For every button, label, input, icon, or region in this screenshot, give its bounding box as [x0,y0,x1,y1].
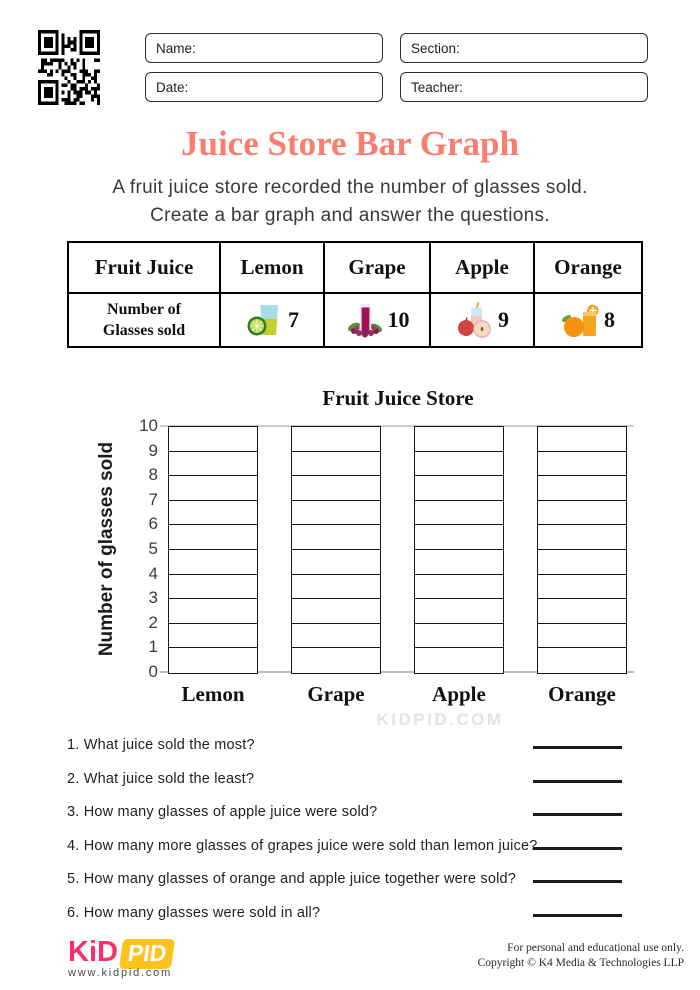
question-3: 3. How many glasses of apple juice were sold? [67,804,378,820]
grid-cell[interactable] [168,647,258,673]
logo-pid-badge: PID [119,939,176,969]
intro-text [0,174,700,230]
name-field[interactable] [145,33,383,63]
chart-title: Fruit Juice Store [322,386,474,410]
apple-glasses-value: 9 [498,307,509,332]
intro-line-1: A fruit juice store recorded the number of glasses sold. [112,177,588,198]
section-field-label: Section: [411,40,460,56]
question-2: 2. What juice sold the least? [67,770,255,787]
grid-cell[interactable] [414,451,504,477]
watermark: KIDPID.COM [376,710,504,729]
apple-juice-icon [455,300,495,340]
question-5: 5. How many glasses of orange and apple juice together were sold? [67,871,517,887]
y-tick-8: 8 [148,465,158,485]
question-6: 6. How many glasses were sold in all? [67,904,321,921]
grid-cell[interactable] [414,475,504,501]
answer-blank-3[interactable] [533,813,622,816]
orange-glasses-value: 8 [604,307,615,332]
lemon-value-cell [220,293,324,347]
intro-line-2: Create a bar graph and answer the questions. [150,205,550,226]
y-tick-0: 0 [148,662,158,681]
grid-cell[interactable] [414,647,504,673]
grid-cell[interactable] [291,475,381,501]
grid-cell[interactable] [168,549,258,575]
row-label-line-1: Number of [107,301,181,318]
footer-legal [478,941,684,971]
question-4: 4. How many more glasses of grapes juice were sold than lemon juice? [67,837,538,854]
orange-juice-icon [561,300,601,340]
grape-value-cell [324,293,430,347]
grid-cell[interactable] [414,426,504,452]
question-1: 1. What juice sold the most? [67,737,255,753]
grid-column-lemon [168,426,258,674]
grid-cell[interactable] [168,524,258,550]
grid-cell[interactable] [291,451,381,477]
y-tick-3: 3 [148,588,158,608]
grid-cell[interactable] [291,574,381,600]
answer-blank-2[interactable] [533,780,622,783]
table-header-row [68,242,642,293]
y-tick-6: 6 [148,514,158,534]
question-row-2 [67,770,623,792]
question-row-3 [67,803,623,825]
grid-cell[interactable] [537,549,627,575]
y-tick-7: 7 [148,489,158,509]
lemon-juice-icon [245,300,285,340]
y-tick-4: 4 [148,563,158,583]
col-header-apple: Apple [430,242,534,293]
col-header-grape: Grape [324,242,430,293]
date-field[interactable] [145,72,383,102]
grid-column-orange [537,426,627,674]
grid-cell[interactable] [168,426,258,452]
grid-cell[interactable] [291,524,381,550]
apple-value-cell [430,293,534,347]
qr-code [38,30,100,105]
grid-cell[interactable] [291,500,381,526]
x-axis-label-orange: Orange [548,682,616,706]
row-label-line-2: Glasses sold [102,322,186,339]
usage-line: For personal and educational use only. [507,942,684,954]
y-tick-1: 1 [148,637,158,657]
grape-glasses-value: 10 [387,307,410,332]
col-header-lemon: Lemon [220,242,324,293]
lemon-glasses-value: 7 [288,307,299,332]
col-header-orange: Orange [534,242,642,293]
question-row-1 [67,736,623,758]
teacher-field-label: Teacher: [411,79,463,95]
grid-cell[interactable] [537,426,627,452]
grid-column-apple [414,426,504,674]
grid-cell[interactable] [537,574,627,600]
answer-blank-5[interactable] [533,880,622,883]
answer-blank-4[interactable] [533,847,622,850]
y-tick-10: 10 [139,416,158,435]
grid-cell[interactable] [168,598,258,624]
answer-blank-6[interactable] [533,914,622,917]
grid-cell[interactable] [414,574,504,600]
name-field-label: Name: [156,40,196,56]
section-field[interactable] [400,33,648,63]
grid-cell[interactable] [537,451,627,477]
question-row-5 [67,870,623,892]
grid-cell[interactable] [537,524,627,550]
grid-cell[interactable] [537,500,627,526]
grid-cell[interactable] [168,451,258,477]
grid-column-grape [291,426,381,674]
grape-juice-icon [345,300,385,340]
grid-cell[interactable] [414,524,504,550]
teacher-field[interactable] [400,72,648,102]
y-tick-9: 9 [148,440,158,460]
grid-cell[interactable] [414,500,504,526]
grid-cell[interactable] [537,598,627,624]
logo-kid-text: KiD [68,936,118,968]
grid-cell[interactable] [414,598,504,624]
grid-cell[interactable] [291,598,381,624]
x-axis-label-lemon: Lemon [181,682,245,706]
table-value-row [68,293,642,347]
grid-cell[interactable] [414,623,504,649]
website-url: www.kidpid.com [68,967,173,979]
copyright-line: Copyright © K4 Media & Technologies LLP [477,957,684,969]
grid-cell[interactable] [537,475,627,501]
y-tick-5: 5 [148,539,158,558]
grid-cell[interactable] [291,623,381,649]
orange-value-cell [534,293,642,347]
grid-cell[interactable] [414,549,504,575]
question-row-6 [67,904,623,926]
date-field-label: Date: [156,79,189,95]
row-label-glasses-sold [68,293,220,347]
grid-cell[interactable] [168,500,258,526]
grid-cell[interactable] [537,647,627,673]
x-axis-label-apple: Apple [432,682,486,706]
grid-cell[interactable] [291,426,381,452]
grid-cell[interactable] [168,574,258,600]
kidpid-logo [68,936,173,969]
data-table [67,241,643,348]
grid-cell[interactable] [537,623,627,649]
grid-cell[interactable] [168,623,258,649]
page-title: Juice Store Bar Graph [180,124,519,163]
answer-blank-1[interactable] [533,746,622,749]
question-row-4 [67,837,623,859]
grid-cell[interactable] [291,549,381,575]
x-axis-label-grape: Grape [307,682,365,706]
y-axis-label: Number of glasses sold [96,441,117,657]
grid-cell[interactable] [168,475,258,501]
grid-cell[interactable] [291,647,381,673]
col-header-fruit-juice: Fruit Juice [68,242,220,293]
y-tick-2: 2 [148,612,158,632]
